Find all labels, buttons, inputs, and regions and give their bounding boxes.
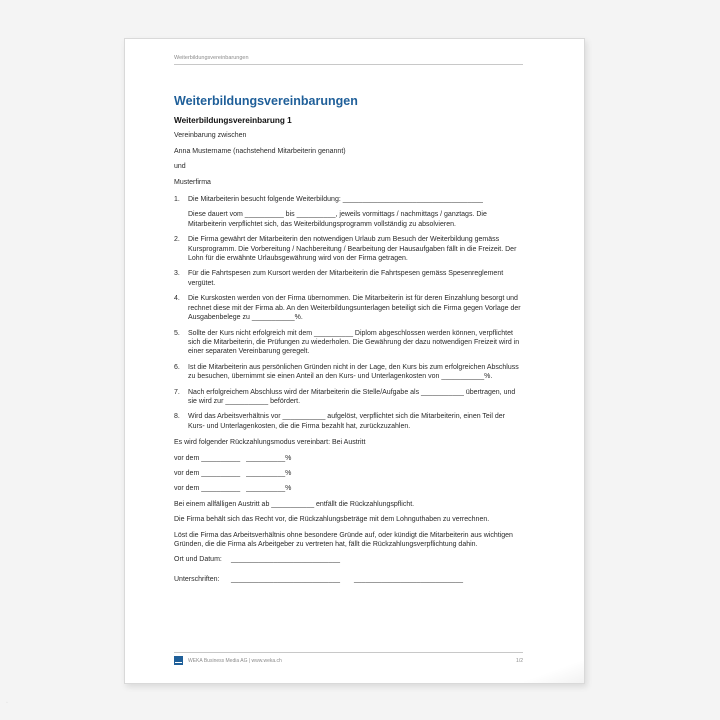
intro-line: Musterfirma: [174, 178, 211, 186]
clauses-list: [174, 195, 523, 431]
place-date-field: ____________________________: [231, 556, 341, 564]
clause-text: Die Mitarbeiterin besucht folgende Weiterbildung: ____________________________________: [188, 196, 483, 204]
document-page: [124, 38, 585, 684]
background-watermark: ◦: [6, 700, 8, 706]
clause-item: [174, 195, 523, 229]
clause-number: 8.: [174, 413, 180, 421]
closing-paragraph: Die Firma behält sich das Recht vor, die Rückzahlungsbeträge mit dem Lohnguthaben zu verrechnen.: [174, 516, 490, 524]
signature-field: ____________________________: [354, 575, 464, 583]
place-date-line: [174, 555, 523, 564]
document-title: Weiterbildungsvereinbarungen: [174, 94, 358, 108]
repayment-percent: __________%: [246, 469, 292, 477]
intro-line: und: [174, 163, 186, 171]
clause-number: 2.: [174, 236, 180, 244]
clause-text: Die Firma gewährt der Mitarbeiterin den notwendigen Urlaub zum Besuch der Weiterbildung gemäss Kursprogramm. Die Vorbereitung / Nachbereitung / Bearbeitung der Hausaufgaben fällt in die Freizeit. Der Lohn für die erwähnte Urlaubsgewährung wird von der Firma getragen.: [188, 236, 517, 263]
place-date-label: Ort und Datum:: [174, 556, 222, 564]
clause-item: [174, 412, 523, 431]
signatures-label: Unterschriften:: [174, 575, 220, 583]
clause-text: Diese dauert vom __________ bis __________, jeweils vormittags / nachmittags / ganztags. Die Mitarbeiterin verpflichtet sich, das Weiterbildungsprogramm vollständig zu absolvieren.: [188, 211, 487, 228]
clause-item: [174, 363, 523, 382]
clause-number: 6.: [174, 363, 180, 371]
agreement-subtitle: Weiterbildungsvereinbarung 1: [174, 116, 292, 125]
repayment-percent: __________%: [246, 454, 292, 462]
page-footer: [174, 652, 523, 665]
closing-paragraph: Löst die Firma das Arbeitsverhältnis ohne besondere Gründe auf, oder kündigt die Mitarbeiterin aus wichtigen Gründen, die die Firma als Arbeitgeber zu vertreten hat, fällt die Rückzahlungsverpflichtung dahin.: [174, 531, 513, 548]
signature-field: ____________________________: [231, 575, 341, 583]
clause-text: Ist die Mitarbeiterin aus persönlichen Gründen nicht in der Lage, den Kurs bis zum erfolgreichen Abschluss zu besuchen, übernimmt sie einen Anteil an den Kurs- und Unterlagenkosten von ___________%.: [188, 363, 519, 381]
clause-number: 7.: [174, 388, 180, 396]
closing-paragraph: Bei einem allfälligen Austritt ab ___________ entfällt die Rückzahlungspflicht.: [174, 500, 415, 508]
clause-item: [174, 329, 523, 357]
repayment-date: vor dem __________: [174, 454, 241, 462]
repayment-percent: __________%: [246, 485, 292, 493]
signatures-line: [174, 575, 523, 584]
footer-text: WEKA Business Media AG | www.weka.ch: [188, 657, 282, 664]
repayment-date: vor dem __________: [174, 469, 241, 477]
page-number: 1/2: [516, 657, 523, 664]
repayment-row: [174, 484, 523, 493]
clause-text: Die Kurskosten werden von der Firma übernommen. Die Mitarbeiterin ist für deren Einzahlung besorgt und rechnet diese mit der Firma ab. An den Weiterbildungsunterlagen beteiligt sich die Firma gegen Vorlage der Ausgabenbelege zu ___________%.: [188, 295, 521, 322]
clause-number: 4.: [174, 295, 180, 303]
clause-text: Sollte der Kurs nicht erfolgreich mit dem __________ Diplom abgeschlossen werden können, verpflichtet sich die Mitarbeiterin, die Prüfungen zu wiederholen. Die Gewährung der dazu notwendigen Freizeit wird in einer separaten Vereinbarung geregelt.: [188, 329, 520, 356]
clause-number: 5.: [174, 329, 180, 337]
page-header: Weiterbildungsvereinbarungen: [174, 55, 523, 65]
clause-number: 3.: [174, 270, 180, 278]
repayment-row: [174, 454, 523, 463]
clause-text: Nach erfolgreichem Abschluss wird der Mitarbeiterin die Stelle/Aufgabe als ___________ übertragen, und sie wird zur ___________ befördert.: [188, 388, 516, 405]
repayment-intro: Es wird folgender Rückzahlungsmodus vereinbart: Bei Austritt: [174, 439, 366, 447]
clause-item: [174, 269, 523, 288]
page-fold-shadow: [524, 661, 584, 683]
repayment-schedule: [174, 454, 523, 494]
repayment-row: [174, 469, 523, 478]
clause-item: [174, 235, 523, 263]
clause-item: [174, 294, 523, 322]
clause-item: [174, 388, 523, 407]
clause-number: 1.: [174, 196, 180, 204]
repayment-date: vor dem __________: [174, 485, 241, 493]
publisher-logo-icon: [174, 656, 183, 665]
intro-line: Anna Mustername (nachstehend Mitarbeiterin genannt): [174, 147, 346, 155]
document-content: [174, 94, 523, 594]
clause-text: Wird das Arbeitsverhältnis vor ___________ aufgelöst, verpflichtet sich die Mitarbeiterin, einen Teil der Kurs- und Unterlagenkosten, die die Firma bezahlt hat, zurückzuzahlen.: [188, 413, 505, 430]
clause-text: Für die Fahrtspesen zum Kursort werden der Mitarbeiterin die Fahrtspesen gemäss Spesenreglement vergütet.: [188, 270, 504, 287]
intro-line: Vereinbarung zwischen: [174, 132, 247, 140]
